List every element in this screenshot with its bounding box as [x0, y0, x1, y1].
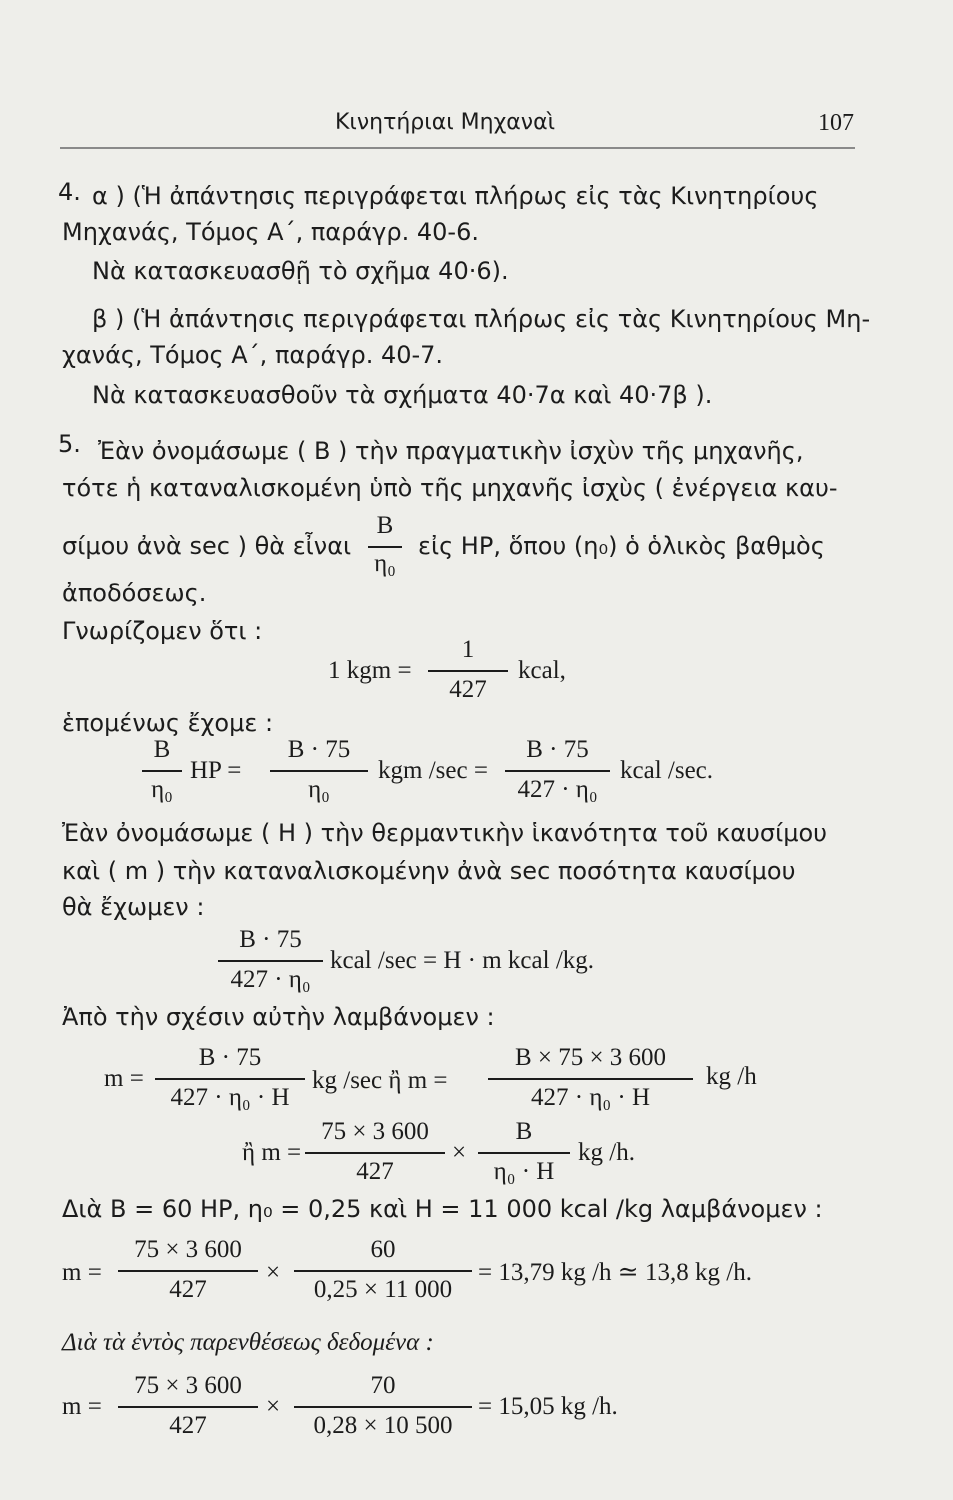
item-4a-line-3: Νὰ κατασκευασθῇ τὸ σχῆμα 40·6).	[92, 257, 509, 285]
fraction-1-over-427	[428, 636, 508, 704]
eq6-m: m =	[62, 1259, 102, 1286]
item-5-line-7: Ἐὰν ὀνομάσωμε ( H ) τὴν θερμαντικὴν ἱκανότητα τοῦ καυσίμου	[62, 819, 828, 847]
eq7-text: = 15,05 kg /h.	[478, 1393, 618, 1420]
fraction-bar	[428, 670, 508, 672]
fraction-bar	[118, 1406, 258, 1408]
eq-kgm-right: kcal,	[518, 657, 566, 684]
eq4-text-1: kg /sec ἢ m =	[312, 1067, 448, 1094]
eq6-text: = 13,79 kg /h ≃ 13,8 kg /h.	[478, 1259, 752, 1286]
fraction-denominator: 427 · η₀	[230, 966, 311, 993]
fraction-numerator: 1	[461, 636, 475, 663]
eq7-times: ×	[266, 1393, 281, 1420]
item-5-line-3b: εἰς HP, ὅπου (η₀) ὁ ὁλικὸς βαθμὸς	[418, 532, 825, 560]
eq3-text: kcal /sec = H · m kcal /kg.	[330, 947, 595, 974]
fraction-numerator: 75 × 3 600	[134, 1236, 242, 1263]
fraction-denominator: η₀ · H	[493, 1158, 555, 1185]
fraction-numerator: B	[515, 1118, 533, 1145]
item-5-number: 5.	[58, 430, 81, 458]
item-4-number: 4.	[58, 178, 81, 206]
fraction-denominator: 0,25 × 11 000	[313, 1276, 453, 1303]
fraction-numerator: 75 × 3 600	[134, 1372, 242, 1399]
eq6-times: ×	[266, 1259, 281, 1286]
fraction-bar	[155, 1078, 305, 1080]
fraction-numerator: B	[153, 736, 171, 763]
fraction-denominator: 427 · η₀ · H	[531, 1084, 650, 1111]
item-4b-line-3: Νὰ κατασκευασθοῦν τὰ σχήματα 40·7α καὶ 40·7β ).	[92, 381, 713, 409]
running-header-title: Κινητήριαι Μηχαναὶ	[335, 110, 556, 135]
fraction-numerator: B · 75	[526, 736, 589, 763]
item-5-line-8: καὶ ( m ) τὴν καταναλισκομένην ἀνὰ sec ποσότητα καυσίμου	[62, 857, 796, 885]
fraction-denominator: 427	[356, 1158, 394, 1185]
fraction-denominator: 0,28 × 10 500	[313, 1412, 453, 1439]
eq2-fraction-2	[270, 736, 368, 804]
page-number: 107	[818, 110, 854, 136]
fraction-denominator: η₀	[151, 776, 173, 803]
fraction-denominator: η₀	[308, 776, 330, 803]
eq6-fraction-2	[294, 1236, 472, 1304]
fraction-bar	[142, 770, 182, 772]
eq2-fraction-3	[505, 736, 610, 804]
eq7-fraction-1	[118, 1372, 258, 1440]
eq5-text: kg /h.	[578, 1139, 635, 1166]
eq2-text-3: kcal /sec.	[620, 757, 714, 784]
fraction-bar	[294, 1406, 472, 1408]
item-5-line-12: Διὰ τὰ ἐντὸς παρενθέσεως δεδομένα :	[62, 1329, 434, 1356]
item-5-line-10: Ἀπὸ τὴν σχέσιν αὐτὴν λαμβάνομεν :	[62, 1003, 495, 1031]
item-5-line-4: ἀποδόσεως.	[62, 579, 207, 607]
fraction-bar	[270, 770, 368, 772]
eq4-m: m =	[104, 1065, 144, 1092]
fraction-denominator: 427	[169, 1276, 207, 1303]
item-4a-line-1: α ) (Ἡ ἀπάντησις περιγράφεται πλήρως εἰς τὰς Κινητηρίους	[92, 182, 819, 210]
item-5-line-11: Διὰ B = 60 HP, η₀ = 0,25 καὶ H = 11 000 kcal /kg λαμβάνομεν :	[62, 1195, 823, 1223]
eq7-m: m =	[62, 1393, 102, 1420]
fraction-bar	[478, 1152, 570, 1154]
eq4-text-2: kg /h	[706, 1063, 757, 1090]
fraction-numerator: 70	[370, 1372, 396, 1399]
fraction-denominator: 427	[169, 1412, 207, 1439]
fraction-numerator: B × 75 × 3 600	[514, 1044, 667, 1071]
fraction-b-over-eta	[368, 512, 402, 578]
eq5-times: ×	[452, 1139, 467, 1166]
item-5-line-6: ἑπομένως ἔχομε :	[62, 709, 274, 737]
fraction-numerator: 75 × 3 600	[321, 1118, 429, 1145]
eq4-fraction-2	[488, 1044, 693, 1112]
eq2-fraction-1	[142, 736, 182, 804]
fraction-numerator: B	[376, 512, 394, 539]
fraction-bar	[368, 546, 402, 548]
item-4b-line-1: β ) (Ἡ ἀπάντησις περιγράφεται πλήρως εἰς τὰς Κινητηρίους Μη-	[92, 305, 871, 333]
fraction-bar	[294, 1270, 472, 1272]
fraction-bar	[488, 1078, 693, 1080]
eq6-fraction-1	[118, 1236, 258, 1304]
eq5-m: ἢ m =	[242, 1139, 302, 1166]
item-5-line-9: θὰ ἔχωμεν :	[62, 893, 205, 921]
fraction-numerator: B · 75	[287, 736, 351, 763]
fraction-denominator: 427 · η₀	[517, 776, 598, 803]
fraction-denominator: 427 · η₀ · H	[170, 1084, 290, 1111]
item-4b-line-2: χανάς, Τόμος Α΄, παράγρ. 40-7.	[62, 341, 444, 369]
fraction-numerator: B · 75	[198, 1044, 262, 1071]
eq2-text-2: kgm /sec =	[378, 757, 488, 784]
fraction-bar	[305, 1152, 445, 1154]
fraction-denominator: 427	[449, 676, 487, 703]
fraction-numerator: 60	[370, 1236, 396, 1263]
eq2-text-1: HP =	[190, 757, 242, 784]
fraction-bar	[218, 960, 323, 962]
fraction-numerator: B · 75	[239, 926, 302, 953]
item-5-line-3a: σίμου ἀνὰ sec ) θὰ εἶναι	[62, 532, 352, 560]
item-5-line-2: τότε ἡ καταναλισκομένη ὑπὸ τῆς μηχανῆς ἰσχὺς ( ἐνέργεια καυ-	[62, 474, 838, 502]
item-5-line-5: Γνωρίζομεν ὅτι :	[62, 617, 263, 645]
eq4-fraction-1	[155, 1044, 305, 1112]
eq5-fraction-2	[478, 1118, 570, 1186]
fraction-bar	[118, 1270, 258, 1272]
item-4a-line-2: Μηχανάς, Τόμος Α΄, παράγρ. 40-6.	[62, 218, 479, 246]
item-5-line-1: Ἐὰν ὀνομάσωμε ( B ) τὴν πραγματικὴν ἰσχὺν τῆς μηχανῆς,	[98, 437, 804, 465]
eq3-fraction	[218, 926, 323, 994]
eq-kgm-left: 1 kgm =	[328, 657, 412, 684]
eq7-fraction-2	[294, 1372, 472, 1440]
eq5-fraction-1	[305, 1118, 445, 1186]
header-rule	[60, 147, 855, 149]
fraction-bar	[505, 770, 610, 772]
fraction-denominator: η₀	[374, 550, 396, 577]
